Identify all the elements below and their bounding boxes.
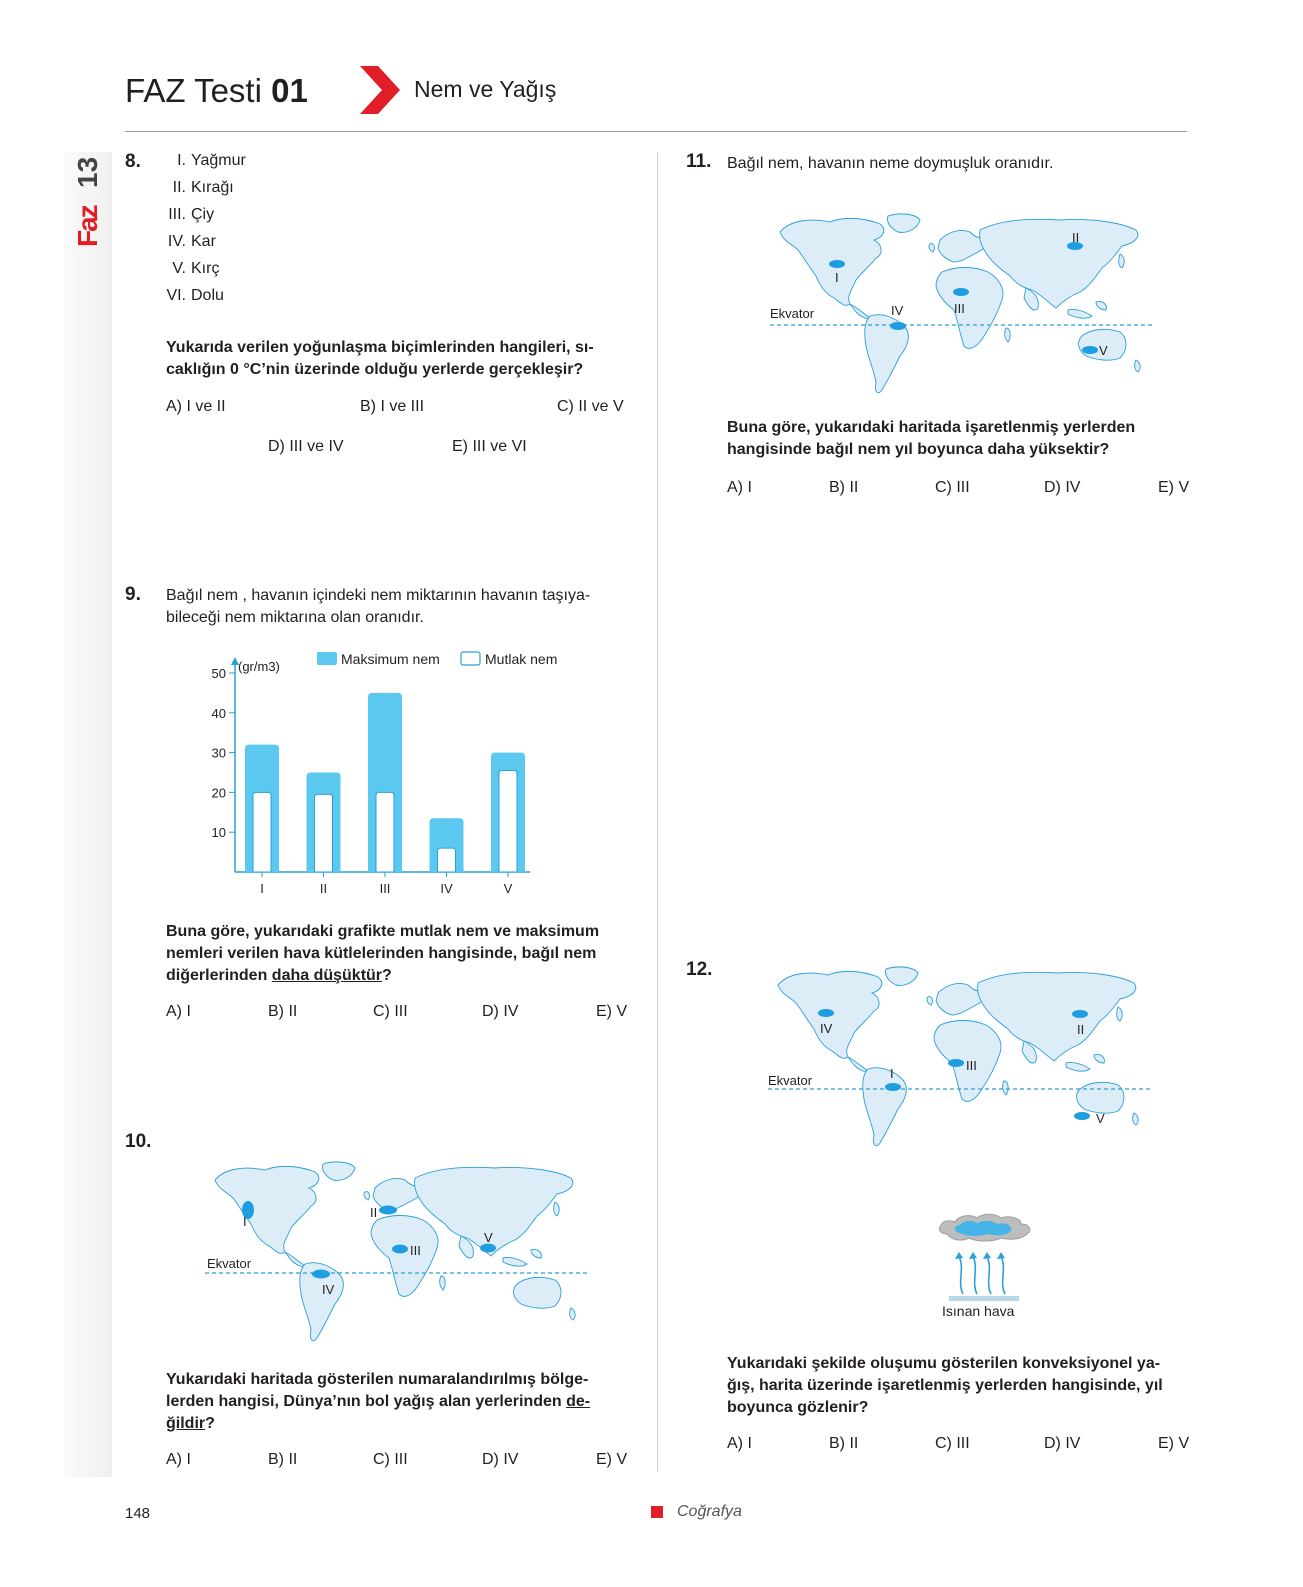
map-label-iv: IV	[820, 1021, 833, 1036]
x-tick-label-V: V	[503, 881, 513, 895]
humidity-bar-chart	[200, 645, 600, 895]
option-d[interactable]: D) IV	[1044, 1435, 1081, 1452]
x-tick-label-III: III	[379, 881, 391, 895]
question-12-text: Yukarıdaki şekilde oluşumu gösterilen konveksiyonel ya- ğış, harita üzerinde işaretlenmiş yerlerden hangisinde, yıl boyunca gözlenir?	[727, 1355, 1163, 1416]
map-label-v: V	[1096, 1111, 1105, 1126]
question-8-text: Yukarıda verilen yoğunlaşma biçimlerinden hangileri, sı- caklığın 0 °C’nin üzerinde olduğu yerlerde gerçekleşir?	[166, 339, 594, 378]
map-label-i: I	[890, 1066, 894, 1081]
chevron-right-icon	[360, 66, 400, 114]
map-label-v: V	[484, 1230, 493, 1245]
legend-swatch-max	[317, 652, 337, 665]
map-label-iv: IV	[322, 1282, 335, 1297]
map-label-equator: Ekvator	[768, 1073, 813, 1088]
option-c[interactable]: C) II ve V	[557, 398, 624, 415]
option-d[interactable]: D) IV	[482, 1451, 519, 1468]
map-label-i: I	[835, 270, 839, 285]
test-title-prefix: FAZ Testi	[125, 72, 262, 109]
bar-abs-V	[499, 770, 517, 872]
column-divider	[657, 152, 658, 1472]
list-item: II. Kırağı	[172, 179, 234, 196]
marker-iv	[890, 322, 906, 330]
x-tick-label-I: I	[260, 881, 264, 895]
y-tick-label: 10	[211, 825, 226, 841]
footer-square-icon	[651, 1506, 663, 1518]
question-9-number: 9.	[125, 584, 141, 605]
marker-iii	[948, 1059, 964, 1067]
option-d[interactable]: D) IV	[482, 1003, 519, 1020]
topic-title: Nem ve Yağış	[414, 76, 557, 102]
marker-v	[1082, 346, 1098, 354]
header-divider	[125, 131, 1187, 132]
option-c[interactable]: C) III	[373, 1003, 408, 1020]
option-a[interactable]: A) I	[166, 1003, 191, 1020]
marker-iv	[818, 1009, 834, 1017]
convection-cloud-icon	[935, 1212, 1035, 1308]
option-a[interactable]: A) I	[727, 1435, 752, 1452]
side-tab	[72, 152, 106, 262]
map-label-iv: IV	[891, 303, 904, 318]
list-item: I. Yağmur	[177, 152, 246, 169]
option-b[interactable]: B) II	[268, 1451, 298, 1468]
marker-i	[885, 1083, 901, 1091]
marker-i	[829, 260, 845, 268]
option-c[interactable]: C) III	[935, 1435, 970, 1452]
option-e[interactable]: E) V	[1158, 479, 1190, 496]
y-axis-label: (gr/m3)	[238, 659, 280, 674]
map-label-ii: II	[370, 1205, 378, 1220]
list-item: VI. Dolu	[166, 287, 224, 304]
option-d[interactable]: D) III ve IV	[268, 438, 344, 455]
map-label-ii: II	[1072, 230, 1080, 245]
option-b[interactable]: B) II	[268, 1003, 298, 1020]
map-label-equator: Ekvator	[770, 306, 815, 321]
side-label: Faz	[72, 206, 103, 248]
page-number: 148	[125, 1505, 151, 1522]
bar-abs-III	[376, 792, 394, 872]
question-9-text: Buna göre, yukarıdaki grafikte mutlak nem ve maksimum nemleri verilen hava kütlelerinden hangisinde, bağıl nem diğerlerinden daha düşüktür?	[166, 923, 600, 984]
map-label-v: V	[1099, 343, 1108, 358]
question-12-number: 12.	[686, 959, 713, 980]
option-d[interactable]: D) IV	[1044, 479, 1081, 496]
map-label-iii: III	[954, 301, 965, 316]
map-label-iii: III	[966, 1058, 977, 1073]
bar-abs-I	[253, 792, 271, 872]
list-item: IV. Kar	[167, 233, 216, 250]
option-a[interactable]: A) I ve II	[166, 398, 226, 415]
y-tick-label: 20	[211, 785, 226, 801]
marker-iii	[392, 1245, 408, 1254]
list-item: III. Çiy	[168, 206, 215, 223]
option-e[interactable]: E) III ve VI	[452, 438, 527, 455]
question-11-number: 11.	[686, 151, 712, 172]
marker-ii	[379, 1206, 397, 1215]
bar-abs-IV	[438, 848, 456, 872]
side-number: 13	[72, 156, 103, 188]
question-9-intro: Bağıl nem , havanın içindeki nem miktarının havanın taşıya- bileceği nem miktarına olan oranıdır.	[166, 587, 591, 626]
option-e[interactable]: E) V	[596, 1003, 628, 1020]
question-11-text: Buna göre, yukarıdaki haritada işaretlenmiş yerlerden hangisinde bağıl nem yıl boyunca daha yüksektir?	[727, 419, 1136, 458]
world-map-q10	[205, 1158, 590, 1343]
x-tick-label-II: II	[319, 881, 328, 895]
side-strip	[64, 152, 112, 1477]
map-label-ii: II	[1077, 1022, 1085, 1037]
marker-iv	[312, 1270, 330, 1279]
x-tick-label-IV: IV	[440, 881, 453, 895]
option-e[interactable]: E) V	[596, 1451, 628, 1468]
legend-label-max: Maksimum nem	[341, 651, 440, 667]
test-title	[125, 72, 308, 110]
marker-ii	[1072, 1010, 1088, 1018]
legend-label-abs: Mutlak nem	[485, 651, 558, 667]
map-label-equator: Ekvator	[207, 1256, 252, 1271]
bar-abs-II	[315, 794, 333, 872]
list-item: V. Kırç	[172, 260, 220, 277]
option-b[interactable]: B) I ve III	[360, 398, 425, 415]
cloud-caption: Isınan hava	[942, 1303, 1015, 1319]
question-10-number: 10.	[125, 1131, 152, 1152]
option-c[interactable]: C) III	[935, 479, 970, 496]
marker-v	[1074, 1112, 1090, 1120]
question-11-intro: Bağıl nem, havanın neme doymuşluk oranıdır.	[727, 155, 1054, 172]
marker-iii	[953, 288, 969, 296]
question-10-text: Yukarıdaki haritada gösterilen numaralandırılmış bölge- lerden hangisi, Dünya’nın bol yağış alan yerlerinden de- ğildir?	[166, 1371, 591, 1432]
option-b[interactable]: B) II	[829, 1435, 859, 1452]
option-c[interactable]: C) III	[373, 1451, 408, 1468]
map-label-iii: III	[410, 1243, 421, 1258]
option-a[interactable]: A) I	[727, 479, 752, 496]
y-tick-label: 40	[211, 705, 226, 721]
option-e[interactable]: E) V	[1158, 1435, 1190, 1452]
map-label-i: I	[243, 1214, 247, 1229]
option-a[interactable]: A) I	[166, 1451, 191, 1468]
question-8-number: 8.	[125, 151, 141, 172]
option-b[interactable]: B) II	[829, 479, 859, 496]
y-tick-label: 50	[211, 665, 226, 681]
test-number: 01	[271, 72, 308, 109]
y-tick-label: 30	[211, 745, 226, 761]
footer-subject: Coğrafya	[677, 1503, 742, 1520]
legend-swatch-abs	[461, 652, 480, 665]
